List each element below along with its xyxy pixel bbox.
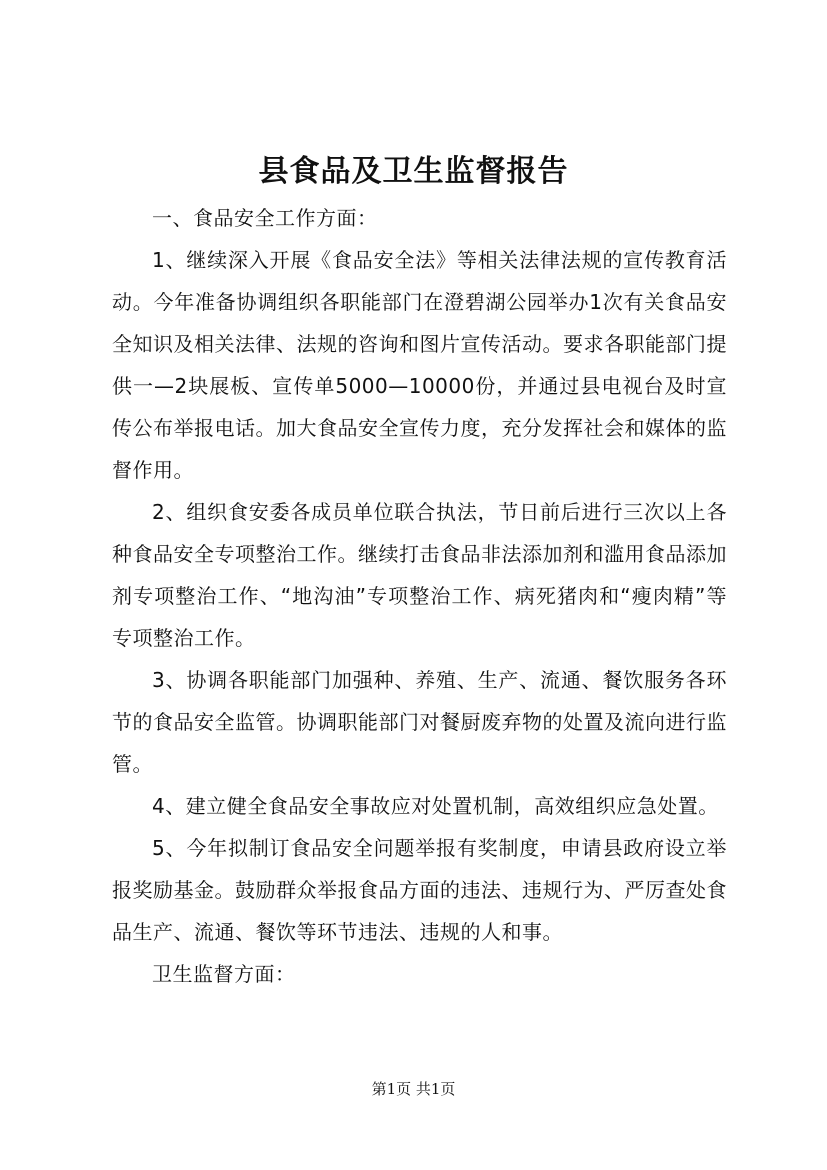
paragraph-item-5: 5、今年拟制订食品安全问题举报有奖制度，申请县政府设立举报奖励基金。鼓励群众举报食品方面的违法、违规行为、严厉查处食品生产、流通、餐饮等环节违法、违规的人和事。 bbox=[112, 836, 727, 944]
paragraph-item-3: 3、协调各职能部门加强种、养殖、生产、流通、餐饮服务各环节的食品安全监管。协调职能部门对餐厨废弃物的处置及流向进行监管。 bbox=[112, 668, 727, 776]
document-title: 县食品及卫生监督报告 bbox=[258, 154, 569, 189]
paragraph-item-1: 1、继续深入开展《食品安全法》等相关法律法规的宣传教育活动。今年准备协调组织各职能部门在澄碧湖公园举办1次有关食品安全知识及相关法律、法规的咨询和图片宣传活动。要求各职能部门提供一—2块展板、宣传单5000—10000份，并通过县电视台及时宣传公布举报电话。加大食品安全宣传力度，充分发挥社会和媒体的监督作用。 bbox=[112, 248, 727, 482]
section-heading-health-supervision: 卫生监督方面： bbox=[152, 962, 296, 986]
paragraph-item-4: 4、建立健全食品安全事故应对处置机制，高效组织应急处置。 bbox=[152, 794, 719, 818]
paragraph-item-2: 2、组织食安委各成员单位联合执法，节日前后进行三次以上各种食品安全专项整治工作。继续打击食品非法添加剂和滥用食品添加剂专项整治工作、“地沟油”专项整治工作、病死猪肉和“瘦肉精”等专项整治工作。 bbox=[112, 500, 727, 650]
page-footer: 第1页 共1页 bbox=[371, 1080, 456, 1098]
section-heading-food-safety: 一、食品安全工作方面： bbox=[152, 206, 378, 230]
document-body bbox=[112, 197, 727, 995]
